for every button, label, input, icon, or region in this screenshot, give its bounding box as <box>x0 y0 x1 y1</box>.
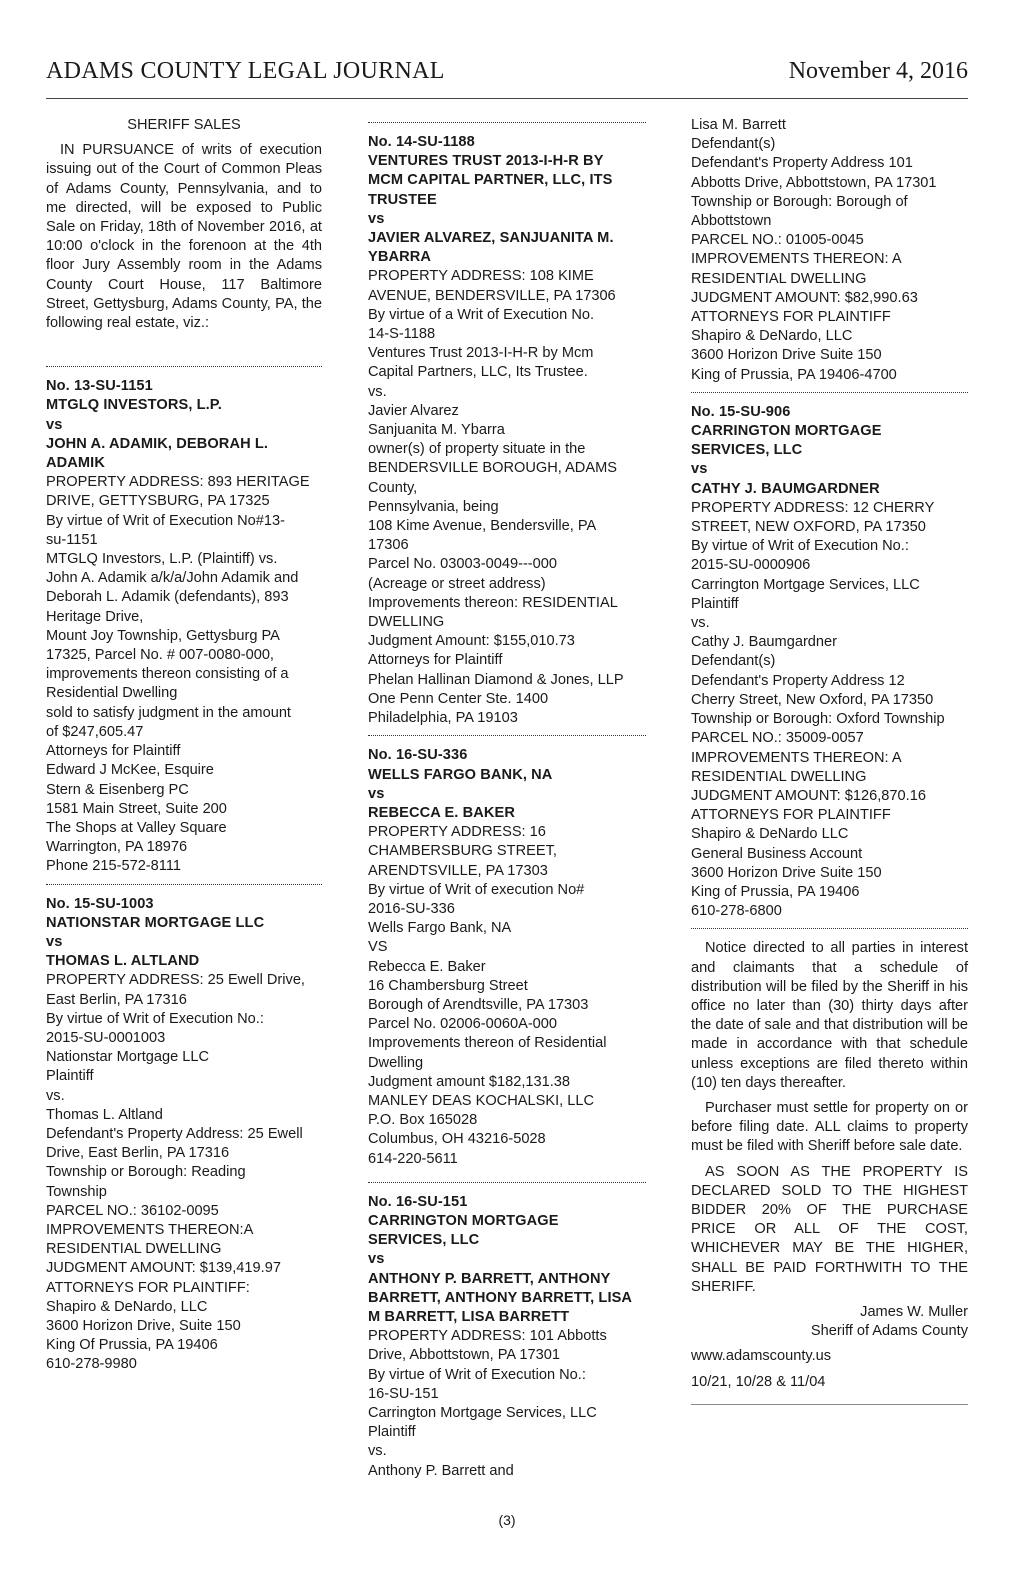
case-body-line: vs. <box>46 1087 65 1104</box>
case-entry <box>368 133 646 728</box>
website-link[interactable]: www.adamscounty.us <box>691 1348 832 1365</box>
divider <box>46 366 322 367</box>
case-heading-line: CARRINGTON MORTGAGE <box>691 423 882 440</box>
case-body-line: ATTORNEYS FOR PLAINTIFF <box>691 309 891 326</box>
case-body-line: Lisa M. Barrett <box>691 117 786 133</box>
case-body-line: PROPERTY ADDRESS: 12 CHERRY <box>691 499 935 516</box>
case-body-line: owner(s) of property situate in the <box>368 441 586 458</box>
case-heading-line: M BARRETT, LISA BARRETT <box>368 1308 570 1325</box>
case-body-line: JUDGMENT AMOUNT: $82,990.63 <box>691 289 918 306</box>
case-body-line: Phelan Hallinan Diamond & Jones, LLP <box>368 671 624 688</box>
case-heading-line: No. 13-SU-1151 <box>46 378 153 395</box>
case-heading-line: No. 14-SU-1188 <box>368 134 475 150</box>
case-body-line: PROPERTY ADDRESS: 25 Ewell Drive, <box>46 972 305 989</box>
case-heading-line: ADAMIK <box>46 455 105 472</box>
case-body-line: County, <box>368 479 418 496</box>
case-body-line: DRIVE, GETTYSBURG, PA 17325 <box>46 493 270 510</box>
case-body-line: The Shops at Valley Square <box>46 819 227 836</box>
case-entry <box>691 403 968 921</box>
divider <box>691 392 968 393</box>
case-body-line: Township or Borough: Reading <box>46 1164 246 1181</box>
case-heading-line: YBARRA <box>368 249 432 266</box>
case-body-line: By virtue of Writ of Execution No.: <box>46 1010 264 1027</box>
column-3 <box>691 116 968 1405</box>
case-body-line: By virtue of Writ of Execution No.: <box>691 538 909 555</box>
case-body-line: Defendant(s) <box>691 136 776 153</box>
case-body-line: ARENDTSVILLE, PA 17303 <box>368 862 548 879</box>
signature-name: James W. Muller <box>860 1303 968 1320</box>
case-body-line: Pennsylvania, being <box>368 498 499 515</box>
case-body-line: Carrington Mortgage Services, LLC <box>368 1405 597 1421</box>
case-heading-line: VENTURES TRUST 2013-I-H-R BY <box>368 153 604 170</box>
case-body-line: Abbotts Drive, Abbottstown, PA 17301 <box>691 174 937 191</box>
case-body-line: 16-SU-151 <box>368 1385 439 1402</box>
case-body-line: 17325, Parcel No. # 007-0080-000, <box>46 647 274 664</box>
case-heading-line: TRUSTEE <box>368 191 437 208</box>
case-body-line: Phone 215-572-8111 <box>46 858 181 875</box>
case-body-line: East Berlin, PA 17316 <box>46 991 187 1008</box>
case-body-line: 610-278-6800 <box>691 903 782 920</box>
case-heading-line: No. 16-SU-151 <box>368 1193 468 1210</box>
case-body-line: Drive, Abbottstown, PA 17301 <box>368 1347 560 1364</box>
case-heading-line: ANTHONY P. BARRETT, ANTHONY <box>368 1270 611 1287</box>
case-body-line: Warrington, PA 18976 <box>46 839 188 856</box>
case-body-line: By virtue of a Writ of Execution No. <box>368 306 595 323</box>
case-body-line: 14-S-1188 <box>368 326 436 343</box>
case-heading-line: BARRETT, ANTHONY BARRETT, LISA <box>368 1289 633 1306</box>
case-body-line: King of Prussia, PA 19406-4700 <box>691 366 897 383</box>
case-heading-line: SERVICES, LLC <box>691 442 803 459</box>
case-body-line: (Acreage or street address) <box>368 575 546 592</box>
case-continued <box>691 116 968 385</box>
case-body-line: Attorneys for Plaintiff <box>368 652 503 669</box>
case-body-line: su-1151 <box>46 531 98 548</box>
case-body-line: Heritage Drive, <box>46 608 144 625</box>
signature-title: Sheriff of Adams County <box>810 1323 968 1340</box>
case-body-line: DWELLING <box>368 614 445 631</box>
case-body-line: Abbottstown <box>691 213 772 230</box>
case-heading-line: SERVICES, LLC <box>368 1232 480 1249</box>
case-body-line: of $247,605.47 <box>46 723 144 740</box>
case-body-line: John A. Adamik a/k/a/John Adamik and <box>46 570 299 587</box>
publication-dates: 10/21, 10/28 & 11/04 <box>691 1373 826 1390</box>
case-body-line: 610-278-9980 <box>46 1356 137 1373</box>
case-body-line: 2015-SU-0001003 <box>46 1029 166 1046</box>
case-body-line: 3600 Horizon Drive Suite 150 <box>691 347 882 364</box>
case-body-line: Anthony P. Barrett and <box>368 1462 514 1479</box>
case-body-line: 17306 <box>368 537 409 554</box>
case-body-line: ATTORNEYS FOR PLAINTIFF <box>691 807 891 824</box>
case-body-line: JUDGMENT AMOUNT: $139,419.97 <box>46 1260 281 1277</box>
case-body-line: General Business Account <box>691 845 863 862</box>
case-entry <box>368 1193 646 1481</box>
case-body-line: Javier Alvarez <box>368 402 459 419</box>
notice-distribution: Notice directed to all parties in interest and claimants that a schedule of distribution will be filed by the Sheriff in his office no later than (30) thirty days after the date of sale and that distribution will be made in accordance with that schedule unless exceptions are filed thereto within (10) ten days thereafter. <box>691 940 968 1091</box>
case-heading-line: No. 15-SU-1003 <box>46 895 154 912</box>
case-heading-line: WELLS FARGO BANK, NA <box>368 766 553 783</box>
case-body-line: Borough of Arendtsville, PA 17303 <box>368 996 589 1013</box>
case-heading-line: No. 15-SU-906 <box>691 403 791 420</box>
case-body-line: PROPERTY ADDRESS: 101 Abbotts <box>368 1328 607 1345</box>
case-body-line: Township or Borough: Oxford Township <box>691 711 945 728</box>
case-body-line: PROPERTY ADDRESS: 108 KIME <box>368 268 594 285</box>
case-body-line: Parcel No. 02006-0060A-000 <box>368 1016 558 1033</box>
case-heading-line: NATIONSTAR MORTGAGE LLC <box>46 914 265 931</box>
case-body-line: Nationstar Mortgage LLC <box>46 1049 210 1066</box>
case-body-line: Defendant(s) <box>691 653 776 670</box>
case-body-line: improvements thereon consisting of a <box>46 666 289 683</box>
case-body-line: Capital Partners, LLC, Its Trustee. <box>368 364 588 381</box>
case-body-line: Plaintiff <box>691 595 739 612</box>
case-body-line: 3600 Horizon Drive Suite 150 <box>691 864 882 881</box>
case-body-line: IMPROVEMENTS THEREON: A <box>691 251 902 268</box>
case-body-line: Cathy J. Baumgardner <box>691 634 838 651</box>
case-body-line: King of Prussia, PA 19406 <box>691 883 860 900</box>
case-body-line: ATTORNEYS FOR PLAINTIFF: <box>46 1279 250 1296</box>
case-heading-line: JAVIER ALVAREZ, SANJUANITA M. <box>368 230 614 247</box>
case-body-line: CHAMBERSBURG STREET, <box>368 843 557 860</box>
case-heading-line: JOHN A. ADAMIK, DEBORAH L. <box>46 435 269 452</box>
divider <box>368 735 646 736</box>
case-body-line: King Of Prussia, PA 19406 <box>46 1337 218 1354</box>
case-body-line: By virtue of Writ of Execution No#13- <box>46 512 286 529</box>
case-body-line: Improvements thereon: RESIDENTIAL <box>368 594 618 611</box>
notice-payment: AS SOON AS THE PROPERTY IS DECLARED SOLD TO THE HIGHEST BIDDER 20% OF THE PURCHASE PRICE OR ALL OF THE COST, WHICHEVER MAY BE THE HIGHER, SHALL BE PAID FORTHWITH TO THE SHERIFF. <box>691 1163 968 1295</box>
page-number: (3) <box>498 1512 516 1528</box>
case-heading-line: REBECCA E. BAKER <box>368 804 516 821</box>
case-body-line: MTGLQ Investors, L.P. (Plaintiff) vs. <box>46 551 278 568</box>
case-body-line: Carrington Mortgage Services, LLC <box>691 576 920 593</box>
case-body-line: Parcel No. 03003-0049---000 <box>368 556 558 573</box>
case-body-line: Defendant's Property Address 12 <box>691 672 905 689</box>
case-heading-line: vs <box>691 461 708 478</box>
case-body-line: Edward J McKee, Esquire <box>46 762 214 779</box>
case-body-line: Sanjuanita M. Ybarra <box>368 422 505 439</box>
case-heading-line: CATHY J. BAUMGARDNER <box>691 480 880 497</box>
case-body-line: Mount Joy Township, Gettysburg PA <box>46 627 280 644</box>
case-heading-line: CARRINGTON MORTGAGE <box>368 1212 559 1229</box>
case-heading-line: vs <box>368 210 385 227</box>
case-body-line: Cherry Street, New Oxford, PA 17350 <box>691 691 934 708</box>
case-body-line: Deborah L. Adamik (defendants), 893 <box>46 589 289 606</box>
case-body-line: Wells Fargo Bank, NA <box>368 920 512 937</box>
case-body-line: RESIDENTIAL DWELLING <box>46 1241 222 1258</box>
case-heading-line: MTGLQ INVESTORS, L.P. <box>46 397 222 414</box>
case-body-line: PARCEL NO.: 01005-0045 <box>691 232 864 249</box>
divider <box>368 1182 646 1183</box>
column-2 <box>368 116 646 1481</box>
case-body-line: Judgment amount $182,131.38 <box>368 1073 571 1090</box>
case-body-line: Stern & Eisenberg PC <box>46 781 189 798</box>
divider <box>368 122 646 123</box>
case-body-line: Township <box>46 1183 107 1200</box>
issue-date: November 4, 2016 <box>788 58 968 84</box>
case-body-line: PROPERTY ADDRESS: 16 <box>368 824 546 841</box>
case-heading-line: vs <box>368 1251 385 1268</box>
case-body-line: Plaintiff <box>46 1068 94 1085</box>
journal-header <box>46 52 968 99</box>
column-1 <box>46 116 322 1375</box>
divider <box>46 884 322 885</box>
case-heading-line: MCM CAPITAL PARTNER, LLC, ITS <box>368 172 613 189</box>
case-body-line: JUDGMENT AMOUNT: $126,870.16 <box>691 787 926 804</box>
case-body-line: PARCEL NO.: 35009-0057 <box>691 730 864 747</box>
case-body-line: One Penn Center Ste. 1400 <box>368 690 549 707</box>
divider <box>691 928 968 929</box>
case-body-line: vs. <box>368 383 387 400</box>
case-entry <box>46 895 322 1375</box>
case-body-line: Columbus, OH 43216-5028 <box>368 1131 546 1148</box>
case-body-line: Ventures Trust 2013-I-H-R by Mcm <box>368 345 594 362</box>
case-heading-line: vs <box>46 933 63 950</box>
case-body-line: Judgment Amount: $155,010.73 <box>368 633 575 650</box>
case-heading-line: vs <box>46 416 63 433</box>
case-body-line: PROPERTY ADDRESS: 893 HERITAGE <box>46 474 310 491</box>
case-body-line: Residential Dwelling <box>46 685 178 702</box>
case-body-line: 108 Kime Avenue, Bendersville, PA <box>368 518 597 535</box>
case-body-line: Township or Borough: Borough of <box>691 193 908 210</box>
case-body-line: 1581 Main Street, Suite 200 <box>46 800 227 817</box>
case-body-line: P.O. Box 165028 <box>368 1112 478 1129</box>
case-body-line: Shapiro & DeNardo, LLC <box>691 328 853 345</box>
case-body-line: sold to satisfy judgment in the amount <box>46 704 291 721</box>
case-heading-line: THOMAS L. ALTLAND <box>46 953 200 970</box>
case-body-line: vs. <box>691 615 710 632</box>
journal-title: ADAMS COUNTY LEGAL JOURNAL <box>46 58 445 84</box>
case-body-line: Improvements thereon of Residential <box>368 1035 607 1052</box>
case-body-line: VS <box>368 939 388 956</box>
case-body-line: By virtue of Writ of Execution No.: <box>368 1366 586 1383</box>
case-body-line: AVENUE, BENDERSVILLE, PA 17306 <box>368 287 616 304</box>
case-heading-line: No. 16-SU-336 <box>368 747 468 764</box>
case-body-line: Shapiro & DeNardo LLC <box>691 826 849 843</box>
case-body-line: 3600 Horizon Drive, Suite 150 <box>46 1317 241 1334</box>
case-body-line: By virtue of Writ of execution No# <box>368 881 585 898</box>
end-rule <box>691 1404 968 1405</box>
case-body-line: IMPROVEMENTS THEREON: A <box>691 749 902 766</box>
case-body-line: Drive, East Berlin, PA 17316 <box>46 1145 230 1162</box>
case-heading-line: vs <box>368 785 385 802</box>
case-body-line: BENDERSVILLE BOROUGH, ADAMS <box>368 460 617 477</box>
case-body-line: RESIDENTIAL DWELLING <box>691 768 867 785</box>
section-title: SHERIFF SALES <box>127 117 241 133</box>
case-body-line: Plaintiff <box>368 1424 416 1441</box>
case-body-line: Thomas L. Altland <box>46 1106 163 1123</box>
case-body-line: 16 Chambersburg Street <box>368 977 528 994</box>
case-body-line: Shapiro & DeNardo, LLC <box>46 1298 208 1315</box>
case-body-line: Rebecca E. Baker <box>368 958 486 975</box>
case-body-line: PARCEL NO.: 36102-0095 <box>46 1202 219 1219</box>
case-body-line: Dwelling <box>368 1054 424 1071</box>
case-entry <box>46 377 322 876</box>
case-body-line: Defendant's Property Address 101 <box>691 155 913 172</box>
case-body-line: Defendant's Property Address: 25 Ewell <box>46 1125 303 1142</box>
case-entry <box>368 746 646 1168</box>
case-body-line: STREET, NEW OXFORD, PA 17350 <box>691 519 926 536</box>
case-body-line: Philadelphia, PA 19103 <box>368 710 518 727</box>
case-body-line: RESIDENTIAL DWELLING <box>691 270 867 287</box>
intro-paragraph: IN PURSUANCE of writs of execution issuing out of the Court of Common Pleas of Adams County, Pennsylvania, and to me directed, will be exposed to Public Sale on Friday, 18th of November 2016, at 10:00 o'clock in the forenoon at the 4th floor Jury Assembly room in the Adams County Court House, 117 Baltimore Street, Gettysburg, Adams County, PA, the following real estate, viz.: <box>46 142 322 332</box>
case-body-line: 2015-SU-0000906 <box>691 557 811 574</box>
case-body-line: 614-220-5611 <box>368 1150 458 1167</box>
case-body-line: MANLEY DEAS KOCHALSKI, LLC <box>368 1092 595 1109</box>
notice-settlement: Purchaser must settle for property on or before filing date. ALL claims to property must be filed with Sheriff before sale date. <box>691 1099 968 1155</box>
case-body-line: 2016-SU-336 <box>368 900 455 917</box>
case-body-line: Attorneys for Plaintiff <box>46 743 181 760</box>
case-body-line: IMPROVEMENTS THEREON:A <box>46 1221 254 1238</box>
case-body-line: vs. <box>368 1443 387 1460</box>
